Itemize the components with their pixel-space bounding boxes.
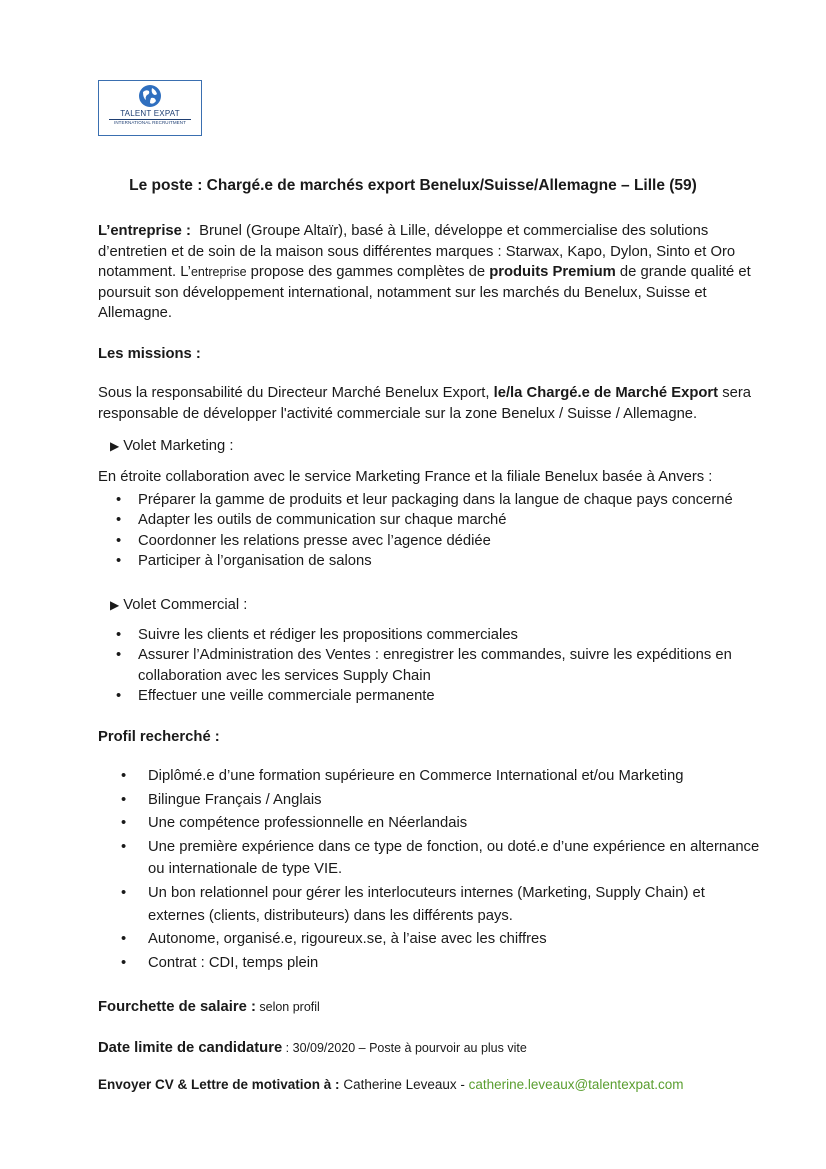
page-title: Le poste : Chargé.e de marchés export Benelux/Suisse/Allemagne – Lille (59) <box>129 177 697 194</box>
salaire-value: selon profil <box>255 1000 320 1014</box>
date-label: Date limite de candidature <box>98 1040 283 1056</box>
entreprise-text-small: entreprise <box>190 265 247 279</box>
missions-intro-part2: sera responsable de développer l'activité commerciale sur la zone Benelux / Suisse / Allemagne. <box>98 385 752 422</box>
entreprise-text3: de grande qualité et poursuit son développement international, notamment sur les marchés du Benelux, Suisse et Allemagne. <box>98 264 751 321</box>
entreprise-paragraph <box>98 221 778 324</box>
entreprise-text2: propose des gammes complètes de <box>246 264 490 280</box>
list-item: • Bilingue Français / Anglais <box>121 789 761 812</box>
volet-commercial-label: Volet Commercial : <box>123 597 248 613</box>
list-item: • Contrat : CDI, temps plein <box>121 952 761 975</box>
date-value: : 30/09/2020 – Poste à pourvoir au plus vite <box>282 1041 527 1055</box>
globe-icon <box>138 84 162 108</box>
profil-list <box>121 765 761 975</box>
date-line <box>98 1038 778 1059</box>
list-item: • Une première expérience dans ce type de fonction, ou doté.e d’une expérience en alternance ou internationale de type VIE. <box>121 836 761 881</box>
list-item: • Diplômé.e d’une formation supérieure en Commerce International et/ou Marketing <box>121 765 761 788</box>
missions-intro-bold: le/la Chargé.e de Marché Export <box>493 385 719 401</box>
commercial-list <box>116 625 776 707</box>
list-item: • Autonome, organisé.e, rigoureux.se, à l’aise avec les chiffres <box>121 928 761 951</box>
contact-email-link[interactable]: catherine.leveaux@talentexpat.com <box>468 1077 684 1092</box>
list-item: • Préparer la gamme de produits et leur packaging dans la langue de chaque pays concerné <box>116 490 776 510</box>
volet-commercial-heading <box>110 595 247 615</box>
list-item: • Une compétence professionnelle en Néerlandais <box>121 812 761 835</box>
list-item: • Assurer l’Administration des Ventes : enregistrer les commandes, suivre les expéditions en collaboration avec les services Supply Chain <box>116 645 776 686</box>
list-item: • Adapter les outils de communication sur chaque marché <box>116 510 776 530</box>
entreprise-bold: produits Premium <box>489 264 616 280</box>
missions-heading: Les missions : <box>98 346 201 362</box>
salaire-label: Fourchette de salaire : <box>98 999 256 1015</box>
marketing-intro: En étroite collaboration avec le service Marketing France et la filiale Benelux basée à Anvers : <box>98 469 713 485</box>
list-item: • Participer à l’organisation de salons <box>116 551 776 571</box>
entreprise-label: L’entreprise : <box>98 223 191 239</box>
list-item: • Coordonner les relations presse avec l’agence dédiée <box>116 531 776 551</box>
triangle-right-icon: ▶ <box>110 439 120 453</box>
contact-label: Envoyer CV & Lettre de motivation à : <box>98 1077 340 1092</box>
missions-intro-part1: Sous la responsabilité du Directeur Marché Benelux Export, <box>98 385 494 401</box>
contact-name: Catherine Leveaux - <box>339 1077 469 1092</box>
contact-line <box>98 1075 778 1096</box>
salaire-line <box>98 997 778 1018</box>
list-item: • Un bon relationnel pour gérer les interlocuteurs internes (Marketing, Supply Chain) et externes (clients, distributeurs) dans les différents pays. <box>121 882 761 927</box>
profil-heading: Profil recherché : <box>98 729 220 745</box>
missions-intro <box>98 383 778 424</box>
volet-marketing-label: Volet Marketing : <box>123 438 234 454</box>
company-logo <box>98 80 202 136</box>
volet-marketing-heading <box>110 436 233 456</box>
triangle-right-icon: ▶ <box>110 598 120 612</box>
logo-line2: INTERNATIONAL RECRUITMENT <box>109 119 191 126</box>
list-item: • Suivre les clients et rédiger les propositions commerciales <box>116 625 776 645</box>
logo-line1: TALENT EXPAT <box>120 109 180 118</box>
marketing-list <box>116 490 776 572</box>
entreprise-text1: Brunel (Groupe Altaïr), basé à Lille, développe et commercialise des solutions d’entretien et de soin de la maison sous différentes marques : Starwax, Kapo, Dylon, Sinto et Oro notamment. L’ <box>98 223 736 280</box>
list-item: • Effectuer une veille commerciale permanente <box>116 686 776 706</box>
